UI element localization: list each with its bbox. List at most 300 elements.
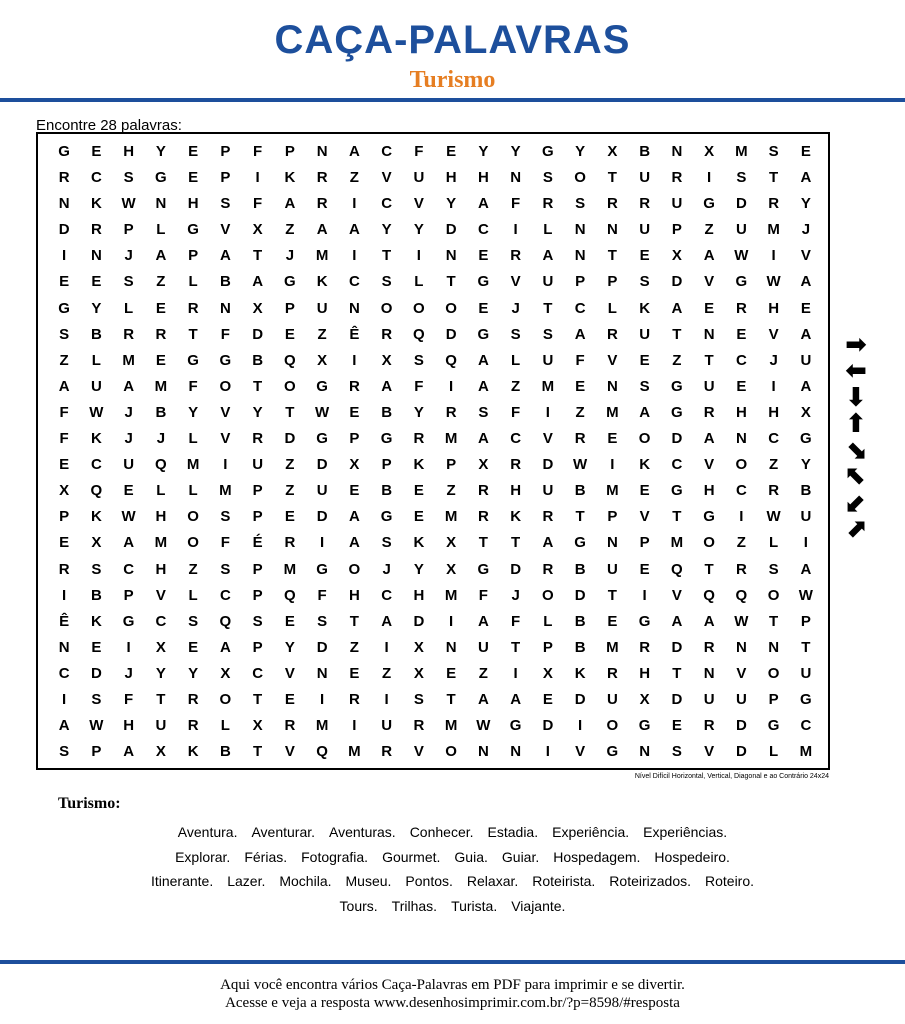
grid-cell[interactable]: R bbox=[58, 169, 70, 187]
grid-cell[interactable]: N bbox=[316, 664, 328, 682]
grid-cell[interactable]: E bbox=[413, 482, 424, 500]
grid-cell[interactable]: B bbox=[219, 743, 231, 761]
grid-cell[interactable]: W bbox=[315, 403, 330, 421]
grid-cell[interactable]: R bbox=[252, 430, 264, 448]
grid-cell[interactable]: C bbox=[735, 351, 747, 369]
grid-cell[interactable]: S bbox=[220, 195, 231, 213]
grid-cell[interactable]: T bbox=[672, 325, 682, 343]
grid-cell[interactable]: S bbox=[381, 273, 392, 291]
grid-cell[interactable]: Y bbox=[413, 221, 424, 239]
grid-cell[interactable]: N bbox=[574, 221, 586, 239]
grid-cell[interactable]: L bbox=[769, 534, 779, 552]
grid-cell[interactable]: Y bbox=[155, 664, 166, 682]
grid-cell[interactable]: U bbox=[155, 717, 167, 735]
grid-cell[interactable]: P bbox=[188, 247, 199, 265]
grid-cell[interactable]: I bbox=[771, 247, 776, 265]
grid-cell[interactable]: E bbox=[91, 143, 102, 160]
grid-cell[interactable]: D bbox=[542, 717, 554, 735]
grid-cell[interactable]: K bbox=[413, 534, 425, 552]
grid-cell[interactable]: I bbox=[352, 717, 357, 735]
grid-cell[interactable]: X bbox=[413, 664, 424, 682]
grid-cell[interactable]: R bbox=[768, 482, 780, 500]
grid-cell[interactable]: N bbox=[735, 430, 747, 448]
grid-cell[interactable]: G bbox=[58, 299, 70, 317]
grid-cell[interactable]: L bbox=[156, 221, 166, 239]
grid-cell[interactable]: B bbox=[800, 482, 812, 500]
grid-cell[interactable]: G bbox=[122, 612, 135, 630]
grid-cell[interactable]: Y bbox=[188, 664, 199, 682]
grid-cell[interactable]: Z bbox=[317, 325, 327, 343]
grid-cell[interactable]: U bbox=[413, 169, 425, 187]
grid-cell[interactable]: M bbox=[767, 221, 780, 239]
grid-cell[interactable]: N bbox=[348, 299, 360, 317]
grid-cell[interactable]: A bbox=[703, 430, 715, 448]
grid-cell[interactable]: K bbox=[90, 430, 102, 448]
grid-cell[interactable]: X bbox=[542, 664, 553, 682]
grid-cell[interactable]: P bbox=[542, 638, 553, 656]
grid-cell[interactable]: C bbox=[768, 430, 780, 448]
grid-cell[interactable]: D bbox=[316, 456, 328, 474]
grid-cell[interactable]: T bbox=[253, 743, 263, 761]
grid-cell[interactable]: D bbox=[671, 273, 683, 291]
grid-cell[interactable]: D bbox=[316, 638, 328, 656]
grid-cell[interactable]: U bbox=[639, 325, 651, 343]
grid-cell[interactable]: R bbox=[477, 482, 489, 500]
grid-cell[interactable]: A bbox=[348, 534, 360, 552]
grid-cell[interactable]: L bbox=[188, 586, 198, 604]
grid-cell[interactable]: V bbox=[220, 403, 231, 421]
grid-cell[interactable]: E bbox=[413, 508, 424, 526]
grid-cell[interactable]: O bbox=[638, 430, 651, 448]
grid-cell[interactable]: S bbox=[575, 195, 586, 213]
grid-cell[interactable]: I bbox=[642, 586, 647, 604]
grid-cell[interactable]: I bbox=[771, 377, 776, 395]
grid-cell[interactable]: N bbox=[639, 743, 651, 761]
grid-cell[interactable]: P bbox=[768, 690, 779, 708]
grid-cell[interactable]: D bbox=[671, 690, 683, 708]
grid-cell[interactable]: Z bbox=[156, 273, 166, 291]
grid-cell[interactable]: R bbox=[187, 690, 199, 708]
grid-cell[interactable]: F bbox=[414, 143, 424, 160]
grid-cell[interactable]: S bbox=[91, 560, 102, 578]
grid-cell[interactable]: D bbox=[413, 612, 425, 630]
grid-cell[interactable]: M bbox=[799, 743, 813, 761]
grid-cell[interactable]: L bbox=[156, 482, 166, 500]
grid-cell[interactable]: Q bbox=[735, 586, 748, 604]
grid-cell[interactable]: E bbox=[188, 638, 199, 656]
grid-cell[interactable]: B bbox=[574, 482, 586, 500]
grid-cell[interactable]: N bbox=[510, 169, 522, 187]
grid-cell[interactable]: L bbox=[607, 299, 617, 317]
grid-cell[interactable]: V bbox=[284, 743, 295, 761]
grid-cell[interactable]: A bbox=[123, 534, 135, 552]
grid-cell[interactable]: L bbox=[91, 351, 101, 369]
grid-cell[interactable]: F bbox=[188, 377, 198, 395]
grid-cell[interactable]: I bbox=[320, 690, 325, 708]
grid-cell[interactable]: L bbox=[220, 717, 230, 735]
grid-cell[interactable]: O bbox=[219, 377, 232, 395]
grid-cell[interactable]: U bbox=[381, 717, 393, 735]
grid-cell[interactable]: M bbox=[186, 456, 200, 474]
grid-cell[interactable]: A bbox=[510, 690, 522, 708]
grid-cell[interactable]: I bbox=[513, 664, 518, 682]
grid-cell[interactable]: P bbox=[671, 221, 682, 239]
grid-cell[interactable]: S bbox=[252, 612, 263, 630]
grid-cell[interactable]: J bbox=[511, 299, 520, 317]
grid-cell[interactable]: X bbox=[155, 638, 166, 656]
grid-cell[interactable]: E bbox=[123, 482, 134, 500]
grid-cell[interactable]: Z bbox=[382, 664, 392, 682]
grid-cell[interactable]: P bbox=[607, 273, 618, 291]
grid-cell[interactable]: H bbox=[155, 508, 167, 526]
grid-cell[interactable]: C bbox=[252, 664, 264, 682]
grid-cell[interactable]: G bbox=[316, 430, 328, 448]
grid-cell[interactable]: F bbox=[220, 534, 230, 552]
grid-cell[interactable]: R bbox=[155, 325, 167, 343]
grid-cell[interactable]: Y bbox=[155, 143, 166, 160]
grid-cell[interactable]: I bbox=[545, 403, 550, 421]
grid-cell[interactable]: F bbox=[511, 612, 521, 630]
grid-cell[interactable]: A bbox=[123, 743, 135, 761]
grid-cell[interactable]: A bbox=[381, 377, 393, 395]
grid-cell[interactable]: R bbox=[381, 743, 393, 761]
grid-cell[interactable]: D bbox=[252, 325, 264, 343]
grid-cell[interactable]: D bbox=[90, 664, 102, 682]
grid-cell[interactable]: W bbox=[121, 508, 136, 526]
grid-cell[interactable]: Q bbox=[703, 586, 715, 604]
grid-cell[interactable]: N bbox=[219, 299, 231, 317]
grid-cell[interactable]: V bbox=[220, 221, 231, 239]
grid-cell[interactable]: H bbox=[735, 403, 747, 421]
grid-cell[interactable]: R bbox=[768, 195, 780, 213]
grid-cell[interactable]: D bbox=[445, 325, 457, 343]
grid-cell[interactable]: D bbox=[445, 221, 457, 239]
grid-cell[interactable]: A bbox=[542, 534, 554, 552]
grid-cell[interactable]: H bbox=[348, 586, 360, 604]
grid-cell[interactable]: C bbox=[800, 717, 812, 735]
grid-cell[interactable]: Z bbox=[511, 377, 521, 395]
grid-cell[interactable]: G bbox=[380, 508, 393, 526]
grid-cell[interactable]: V bbox=[575, 743, 586, 761]
grid-cell[interactable]: O bbox=[187, 508, 199, 526]
grid-cell[interactable]: G bbox=[542, 143, 554, 160]
grid-cell[interactable]: B bbox=[574, 638, 586, 656]
grid-cell[interactable]: O bbox=[413, 299, 425, 317]
grid-cell[interactable]: Z bbox=[59, 351, 69, 369]
grid-cell[interactable]: A bbox=[348, 221, 360, 239]
grid-cell[interactable]: P bbox=[252, 508, 263, 526]
grid-cell[interactable]: A bbox=[703, 612, 715, 630]
grid-cell[interactable]: É bbox=[252, 534, 263, 552]
grid-cell[interactable]: G bbox=[380, 430, 393, 448]
grid-cell[interactable]: Z bbox=[285, 456, 295, 474]
grid-cell[interactable]: M bbox=[444, 717, 458, 735]
grid-cell[interactable]: C bbox=[123, 560, 135, 578]
grid-cell[interactable]: K bbox=[284, 169, 296, 187]
grid-cell[interactable]: X bbox=[704, 143, 715, 160]
grid-cell[interactable]: C bbox=[574, 299, 586, 317]
grid-cell[interactable]: E bbox=[349, 664, 360, 682]
grid-cell[interactable]: N bbox=[703, 664, 715, 682]
grid-cell[interactable]: R bbox=[542, 195, 554, 213]
grid-cell[interactable]: T bbox=[607, 586, 617, 604]
grid-cell[interactable]: O bbox=[735, 456, 748, 474]
grid-cell[interactable]: A bbox=[800, 273, 812, 291]
grid-cell[interactable]: F bbox=[253, 143, 263, 160]
grid-cell[interactable]: I bbox=[449, 377, 454, 395]
grid-cell[interactable]: D bbox=[542, 456, 554, 474]
grid-cell[interactable]: E bbox=[284, 690, 295, 708]
grid-cell[interactable]: X bbox=[252, 221, 263, 239]
grid-cell[interactable]: V bbox=[671, 586, 682, 604]
grid-cell[interactable]: P bbox=[252, 638, 263, 656]
grid-cell[interactable]: Z bbox=[349, 169, 359, 187]
grid-cell[interactable]: N bbox=[90, 247, 102, 265]
grid-cell[interactable]: Q bbox=[413, 325, 425, 343]
grid-cell[interactable]: O bbox=[187, 534, 199, 552]
grid-cell[interactable]: R bbox=[606, 664, 618, 682]
grid-cell[interactable]: R bbox=[123, 325, 135, 343]
grid-cell[interactable]: G bbox=[671, 482, 683, 500]
grid-cell[interactable]: Q bbox=[90, 482, 103, 500]
grid-cell[interactable]: H bbox=[768, 403, 780, 421]
grid-cell[interactable]: T bbox=[446, 273, 456, 291]
grid-cell[interactable]: F bbox=[511, 403, 521, 421]
grid-cell[interactable]: N bbox=[58, 638, 70, 656]
grid-cell[interactable]: R bbox=[445, 403, 457, 421]
grid-cell[interactable]: P bbox=[252, 586, 263, 604]
grid-cell[interactable]: M bbox=[444, 586, 458, 604]
grid-cell[interactable]: Z bbox=[446, 482, 456, 500]
grid-cell[interactable]: G bbox=[187, 351, 199, 369]
grid-cell[interactable]: G bbox=[638, 612, 651, 630]
grid-cell[interactable]: J bbox=[285, 247, 295, 265]
grid-cell[interactable]: A bbox=[574, 325, 586, 343]
grid-cell[interactable]: E bbox=[155, 299, 166, 317]
grid-cell[interactable]: G bbox=[58, 143, 70, 160]
grid-cell[interactable]: T bbox=[349, 612, 359, 630]
grid-cell[interactable]: S bbox=[413, 351, 424, 369]
grid-cell[interactable]: F bbox=[478, 586, 488, 604]
grid-cell[interactable]: M bbox=[606, 482, 619, 500]
grid-cell[interactable]: T bbox=[704, 351, 714, 369]
grid-cell[interactable]: Ê bbox=[349, 325, 360, 343]
grid-cell[interactable]: P bbox=[252, 560, 263, 578]
grid-cell[interactable]: L bbox=[511, 351, 521, 369]
grid-cell[interactable]: I bbox=[610, 456, 615, 474]
grid-cell[interactable]: J bbox=[382, 560, 391, 578]
grid-cell[interactable]: P bbox=[349, 430, 360, 448]
grid-cell[interactable]: I bbox=[320, 534, 325, 552]
grid-cell[interactable]: E bbox=[639, 351, 650, 369]
grid-cell[interactable]: A bbox=[639, 403, 651, 421]
grid-cell[interactable]: B bbox=[574, 560, 586, 578]
grid-cell[interactable]: W bbox=[798, 586, 813, 604]
grid-cell[interactable]: F bbox=[414, 377, 424, 395]
grid-cell[interactable]: A bbox=[381, 612, 393, 630]
grid-cell[interactable]: U bbox=[606, 690, 618, 708]
grid-cell[interactable]: B bbox=[639, 143, 651, 160]
grid-cell[interactable]: V bbox=[542, 430, 553, 448]
grid-cell[interactable]: B bbox=[381, 482, 393, 500]
grid-cell[interactable]: L bbox=[543, 612, 553, 630]
grid-cell[interactable]: U bbox=[735, 221, 747, 239]
grid-cell[interactable]: B bbox=[219, 273, 231, 291]
grid-cell[interactable]: I bbox=[62, 586, 67, 604]
grid-cell[interactable]: X bbox=[252, 299, 263, 317]
grid-cell[interactable]: T bbox=[769, 612, 779, 630]
grid-cell[interactable]: E bbox=[800, 299, 811, 317]
grid-cell[interactable]: G bbox=[316, 560, 328, 578]
grid-cell[interactable]: U bbox=[671, 195, 683, 213]
grid-cell[interactable]: T bbox=[672, 508, 682, 526]
grid-cell[interactable]: D bbox=[316, 508, 328, 526]
grid-cell[interactable]: G bbox=[284, 273, 296, 291]
grid-cell[interactable]: H bbox=[445, 169, 457, 187]
grid-cell[interactable]: V bbox=[413, 743, 424, 761]
grid-cell[interactable]: G bbox=[509, 717, 522, 735]
grid-cell[interactable]: N bbox=[510, 743, 522, 761]
grid-cell[interactable]: K bbox=[90, 508, 102, 526]
grid-cell[interactable]: G bbox=[477, 325, 490, 343]
grid-cell[interactable]: A bbox=[284, 195, 296, 213]
grid-cell[interactable]: H bbox=[510, 482, 522, 500]
grid-cell[interactable]: X bbox=[607, 143, 618, 160]
grid-cell[interactable]: T bbox=[543, 299, 553, 317]
grid-cell[interactable]: E bbox=[349, 403, 360, 421]
grid-cell[interactable]: X bbox=[671, 247, 682, 265]
grid-cell[interactable]: R bbox=[574, 430, 586, 448]
grid-cell[interactable]: W bbox=[89, 403, 104, 421]
grid-cell[interactable]: E bbox=[446, 664, 457, 682]
grid-cell[interactable]: Z bbox=[349, 638, 359, 656]
grid-cell[interactable]: Y bbox=[252, 403, 263, 421]
grid-cell[interactable]: M bbox=[444, 430, 458, 448]
grid-cell[interactable]: R bbox=[735, 299, 747, 317]
grid-cell[interactable]: Y bbox=[413, 560, 424, 578]
grid-cell[interactable]: Q bbox=[284, 351, 296, 369]
grid-cell[interactable]: C bbox=[671, 456, 683, 474]
grid-cell[interactable]: R bbox=[348, 690, 360, 708]
grid-cell[interactable]: R bbox=[316, 195, 328, 213]
grid-cell[interactable]: K bbox=[90, 195, 102, 213]
grid-cell[interactable]: Z bbox=[285, 221, 295, 239]
grid-cell[interactable]: R bbox=[606, 325, 618, 343]
grid-cell[interactable]: P bbox=[284, 299, 295, 317]
grid-cell[interactable]: A bbox=[155, 247, 167, 265]
grid-cell[interactable]: O bbox=[606, 717, 619, 735]
grid-cell[interactable]: V bbox=[800, 247, 811, 265]
grid-cell[interactable]: M bbox=[670, 534, 684, 552]
grid-cell[interactable]: E bbox=[59, 456, 70, 474]
grid-cell[interactable]: C bbox=[477, 221, 489, 239]
grid-cell[interactable]: X bbox=[413, 638, 424, 656]
grid-cell[interactable]: A bbox=[58, 717, 70, 735]
grid-cell[interactable]: U bbox=[703, 377, 715, 395]
grid-cell[interactable]: F bbox=[317, 586, 327, 604]
grid-cell[interactable]: A bbox=[252, 273, 264, 291]
grid-cell[interactable]: M bbox=[154, 534, 168, 552]
grid-cell[interactable]: U bbox=[800, 508, 812, 526]
grid-cell[interactable]: A bbox=[800, 325, 812, 343]
grid-cell[interactable]: B bbox=[90, 586, 102, 604]
grid-cell[interactable]: E bbox=[188, 143, 199, 160]
grid-cell[interactable]: S bbox=[91, 690, 102, 708]
grid-cell[interactable]: H bbox=[477, 169, 489, 187]
grid-cell[interactable]: B bbox=[252, 351, 264, 369]
grid-cell[interactable]: P bbox=[123, 586, 134, 604]
grid-cell[interactable]: Q bbox=[671, 560, 683, 578]
grid-cell[interactable]: M bbox=[606, 403, 619, 421]
grid-cell[interactable]: L bbox=[188, 482, 198, 500]
grid-cell[interactable]: Z bbox=[704, 221, 714, 239]
grid-cell[interactable]: M bbox=[444, 508, 458, 526]
grid-cell[interactable]: J bbox=[124, 403, 133, 421]
grid-cell[interactable]: G bbox=[155, 169, 167, 187]
grid-cell[interactable]: A bbox=[477, 195, 489, 213]
grid-cell[interactable]: K bbox=[639, 456, 651, 474]
grid-cell[interactable]: T bbox=[769, 169, 779, 187]
grid-cell[interactable]: U bbox=[123, 456, 135, 474]
grid-cell[interactable]: G bbox=[316, 377, 328, 395]
grid-cell[interactable]: P bbox=[59, 508, 70, 526]
grid-cell[interactable]: G bbox=[671, 377, 683, 395]
grid-cell[interactable]: S bbox=[768, 143, 779, 160]
grid-cell[interactable]: Z bbox=[736, 534, 746, 552]
grid-cell[interactable]: E bbox=[284, 325, 295, 343]
grid-cell[interactable]: V bbox=[704, 273, 715, 291]
grid-cell[interactable]: E bbox=[704, 299, 715, 317]
grid-cell[interactable]: T bbox=[188, 325, 198, 343]
grid-cell[interactable]: H bbox=[703, 482, 715, 500]
grid-cell[interactable]: B bbox=[574, 612, 586, 630]
grid-cell[interactable]: N bbox=[445, 247, 457, 265]
grid-cell[interactable]: X bbox=[349, 456, 360, 474]
grid-cell[interactable]: P bbox=[446, 456, 457, 474]
grid-cell[interactable]: H bbox=[639, 664, 651, 682]
grid-cell[interactable]: V bbox=[510, 273, 521, 291]
grid-cell[interactable]: R bbox=[510, 456, 522, 474]
grid-cell[interactable]: P bbox=[123, 221, 134, 239]
grid-cell[interactable]: T bbox=[575, 508, 585, 526]
grid-cell[interactable]: Y bbox=[575, 143, 586, 160]
grid-cell[interactable]: H bbox=[413, 586, 425, 604]
grid-cell[interactable]: I bbox=[384, 638, 389, 656]
grid-cell[interactable]: V bbox=[768, 325, 779, 343]
grid-cell[interactable]: A bbox=[800, 560, 812, 578]
grid-cell[interactable]: G bbox=[477, 560, 490, 578]
grid-cell[interactable]: A bbox=[671, 612, 683, 630]
grid-cell[interactable]: C bbox=[381, 195, 393, 213]
grid-cell[interactable]: E bbox=[188, 169, 199, 187]
grid-cell[interactable]: V bbox=[736, 664, 747, 682]
grid-cell[interactable]: V bbox=[704, 743, 715, 761]
grid-cell[interactable]: T bbox=[446, 690, 456, 708]
grid-cell[interactable]: P bbox=[91, 743, 102, 761]
grid-cell[interactable]: Q bbox=[219, 612, 232, 630]
grid-cell[interactable]: Y bbox=[800, 195, 811, 213]
grid-cell[interactable]: G bbox=[800, 430, 812, 448]
grid-cell[interactable]: N bbox=[58, 195, 70, 213]
grid-cell[interactable]: O bbox=[380, 299, 393, 317]
grid-cell[interactable]: I bbox=[545, 743, 550, 761]
grid-cell[interactable]: N bbox=[606, 221, 618, 239]
grid-cell[interactable]: E bbox=[59, 273, 70, 291]
grid-cell[interactable]: V bbox=[284, 664, 295, 682]
grid-cell[interactable]: C bbox=[381, 586, 393, 604]
grid-cell[interactable]: R bbox=[477, 508, 489, 526]
grid-cell[interactable]: Y bbox=[446, 195, 457, 213]
